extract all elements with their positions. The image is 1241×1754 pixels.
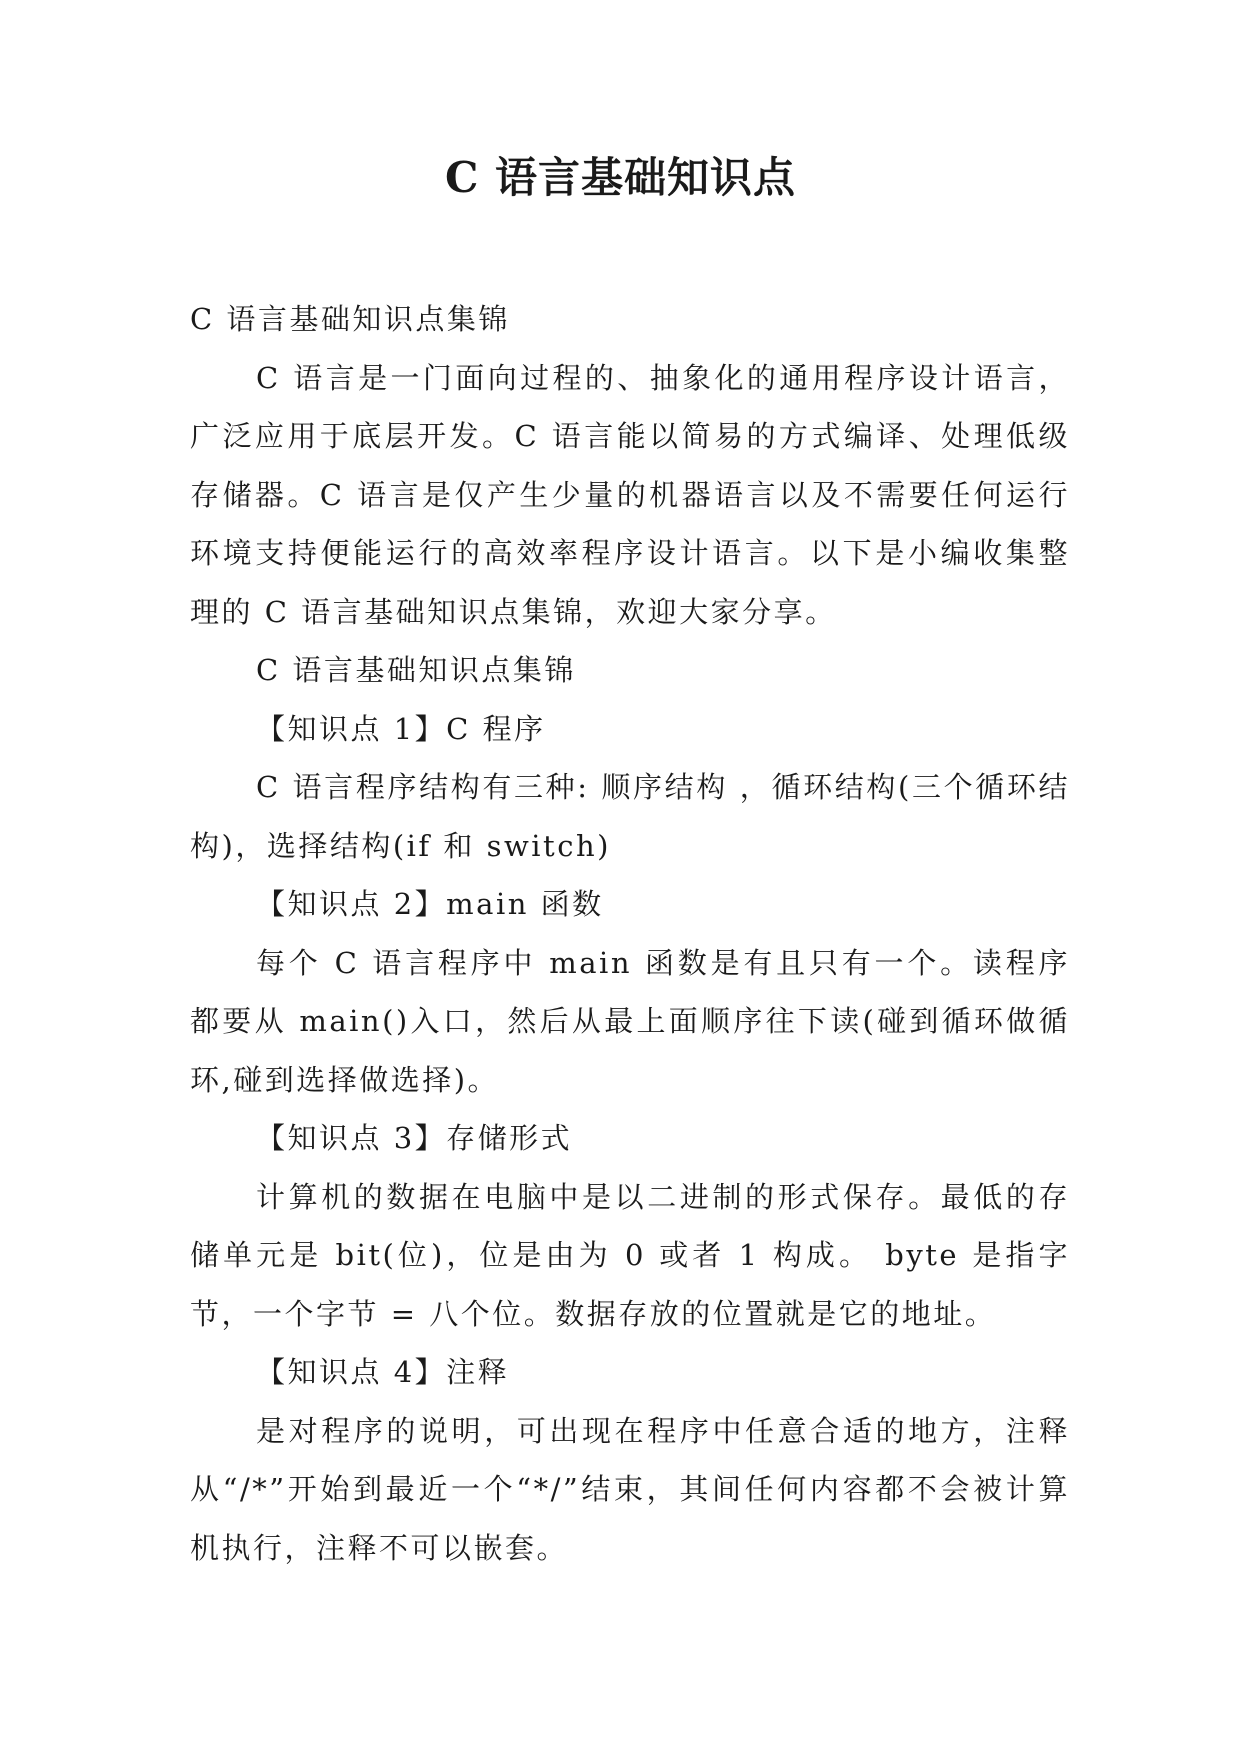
document-title: C 语言基础知识点: [444, 153, 797, 202]
knowledge-point-4-heading: 【知识点 4】注释: [256, 1355, 510, 1389]
knowledge-point-3-text: 计算机的数据在电脑中是以二进制的形式保存。最低的存储单元是 bit(位)，位是由为 0 或者 1 构成。 byte 是指字节，一个字节 = 八个位。数据存放的位置就是它的地址。: [190, 1179, 1070, 1331]
knowledge-point-2-text: 每个 C 语言程序中 main 函数是有且只有一个。读程序都要从 main()入口，然后从最上面顺序往下读(碰到循环做循环,碰到选择做选择)。: [190, 945, 1070, 1097]
intro-paragraph: C 语言是一门面向过程的、抽象化的通用程序设计语言，广泛应用于底层开发。C 语言能以简易的方式编译、处理低级存储器。C 语言是仅产生少量的机器语言以及不需要任何运行环境支持便能运行的高效率程序设计语言。以下是小编收集整理的 C 语言基础知识点集锦，欢迎大家分享。: [190, 360, 1070, 629]
knowledge-point-1-heading: 【知识点 1】C 程序: [256, 711, 546, 746]
section-subtitle: C 语言基础知识点集锦: [256, 653, 576, 687]
knowledge-point-4-text: 是对程序的说明，可出现在程序中任意合适的地方，注释从“/*”开始到最近一个“*/”结束，其间任何内容都不会被计算机执行，注释不可以嵌套。: [190, 1413, 1070, 1565]
knowledge-point-1-text: C 语言程序结构有三种: 顺序结构 ，循环结构(三个循环结构)，选择结构(if 和 switch): [190, 770, 1070, 863]
intro-line: C 语言基础知识点集锦: [190, 302, 510, 336]
document-body: [190, 290, 1070, 1577]
knowledge-point-3-heading: 【知识点 3】存储形式: [256, 1121, 573, 1155]
knowledge-point-2-heading: 【知识点 2】main 函数: [256, 887, 604, 921]
